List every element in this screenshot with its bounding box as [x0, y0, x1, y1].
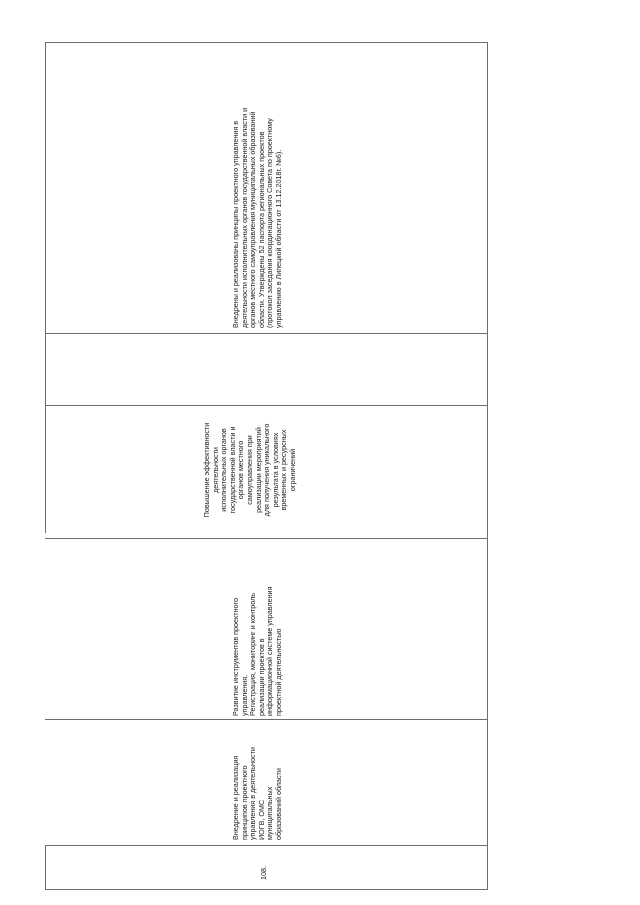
table-border-right [487, 42, 488, 890]
table-border-left-lower [45, 845, 46, 890]
row-number-cell: 108. [259, 866, 268, 880]
table-border-bottom [45, 889, 488, 890]
directions-cell: Развитие инструментов проектного управления. Регистрация, мониторинг и контроль реализации проектов в информационной системе управления проектной деятельностью [231, 586, 283, 716]
table-border-top [45, 42, 488, 43]
result-cell: Внедрены и реализованы принципы проектного управления в деятельности исполнительных органов государственной власти и органов местного самоуправления муниципальных образований области. Утверждены 52 паспорта региональных проектов (протокол заседания координационного Совета по проектному управлению в Липецкой области от 13.12.2018г. №6). [231, 107, 283, 328]
goal-cell: Повышение эффективности деятельности исполнительных органов государственной власти и органов местного самоуправления при реализации мероприятий для получения уникального результата в условиях временных и ресурсных ограничений [202, 422, 297, 518]
row-divider-2 [45, 405, 488, 406]
table-border-left-upper [45, 42, 46, 533]
row-divider-3 [45, 538, 488, 539]
row-divider-1 [45, 333, 488, 334]
activity-cell: Внедрение и реализация принципов проектного управления в деятельности ИОГВ, ОМС муниципальных образований области [231, 747, 283, 840]
